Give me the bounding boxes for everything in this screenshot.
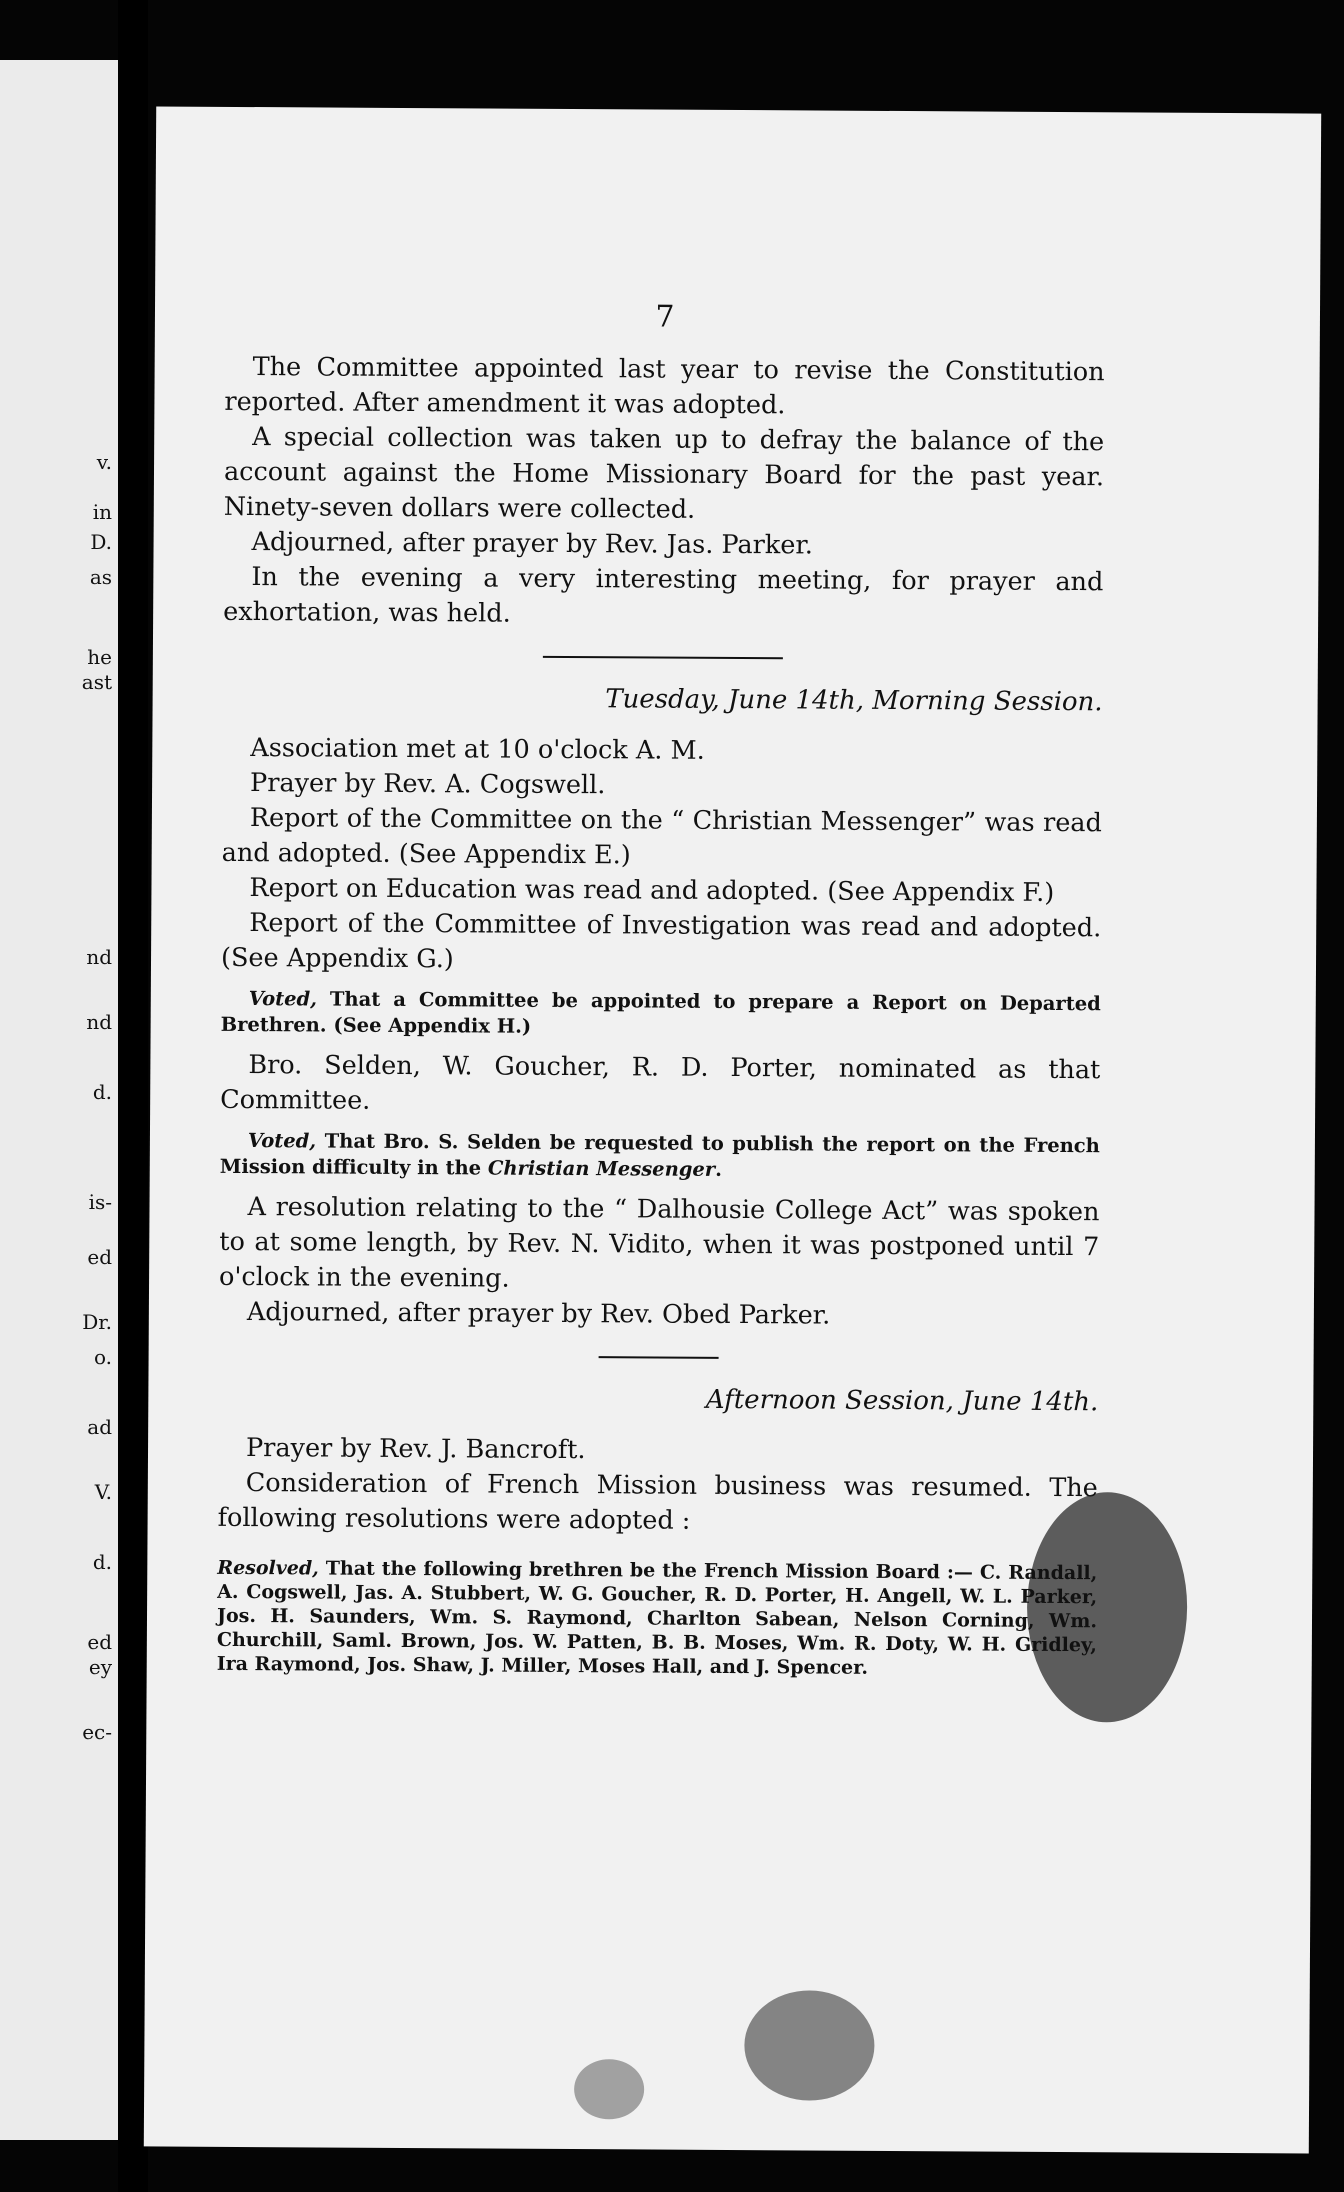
paragraph: Report on Education was read and adopted. (See Appendix F.)	[249, 873, 1055, 908]
voted-end: .	[715, 1157, 722, 1181]
paragraph: Report of the Committee on the “ Christian Messenger” was read and adopted. (See Appendix E.)	[221, 803, 1102, 871]
paragraph: Association met at 10 o'clock A. M.	[250, 733, 705, 766]
left-fragment: ec-	[82, 1720, 112, 1744]
left-fragment: ad	[87, 1415, 112, 1439]
paragraph: Adjourned, after prayer by Rev. Obed Parker.	[246, 1297, 831, 1331]
left-page-edge	[0, 60, 118, 2140]
voted-committee-resolution	[221, 986, 1101, 1043]
paragraph: In the evening a very interesting meeting, for prayer and exhortation, was held.	[223, 562, 1104, 629]
left-fragment: o.	[93, 1345, 112, 1369]
left-fragment: ast	[81, 670, 112, 694]
left-fragment: nd	[86, 945, 112, 969]
left-fragment: in	[92, 500, 112, 524]
book-gutter	[118, 0, 148, 2192]
left-fragment: v.	[96, 450, 112, 474]
page-number: 7	[655, 299, 675, 335]
paragraph: Report of the Committee of Investigation was read and adopted. (See Appendix G.)	[220, 908, 1102, 975]
voted-text: That Bro. S. Selden be requested to publish the report on the French Mission difficulty in the	[219, 1129, 1100, 1180]
left-fragment: D.	[90, 530, 112, 554]
page-content	[217, 297, 1105, 1681]
section-divider	[599, 1356, 719, 1359]
paragraph: A resolution relating to the “ Dalhousie College Act” was spoken to at some length, by Rev. N. Vidito, when it was postponed until 7 o'clock in the evening.	[219, 1192, 1100, 1294]
section-divider	[543, 656, 783, 659]
left-fragment: d.	[92, 1550, 112, 1574]
left-fragment: nd	[86, 1010, 112, 1034]
voted-publish-resolution	[220, 1128, 1100, 1185]
left-fragment: ey	[88, 1655, 112, 1679]
morning-session-heading: Tuesday, June 14th, Morning Session.	[605, 684, 1103, 718]
left-fragment: d.	[92, 1080, 112, 1104]
left-fragment: ed	[87, 1245, 112, 1269]
publication-title: Christian Messenger	[487, 1156, 716, 1181]
left-fragment: as	[89, 565, 112, 589]
document-page	[144, 106, 1321, 2153]
paragraph: Prayer by Rev. A. Cogswell.	[250, 768, 606, 801]
ink-stain	[574, 2059, 644, 2119]
paragraph: Bro. Selden, W. Goucher, R. D. Porter, nominated as that Committee.	[220, 1050, 1101, 1116]
resolved-label: Resolved,	[217, 1556, 319, 1580]
paragraph: Prayer by Rev. J. Bancroft.	[245, 1433, 586, 1466]
paragraph: Adjourned, after prayer by Rev. Jas. Parker.	[251, 527, 813, 561]
left-fragment: is-	[88, 1190, 112, 1214]
left-fragment: he	[87, 645, 112, 669]
paragraph: A special collection was taken up to defray the balance of the account against the Home Missionary Board for the past year. Ninety-seven dollars were collected.	[223, 422, 1105, 525]
left-fragment: Dr.	[82, 1310, 112, 1334]
left-fragment: ed	[87, 1630, 112, 1654]
resolved-text: That the following brethren be the French Mission Board :— C. Randall, A. Cogswell, Jas. A. Stubbert, W. G. Goucher, R. D. Porter, H. Angell, W. L. Parker, Jos. H. Saunders, Wm. S. Raymond, Charlton Sabean, Nelson Corning, Wm. Churchill, Saml. Brown, Jos. W. Patten, B. B. Moses, Wm. R. Doty, W. H. Gridley, Ira Raymond, Jos. Shaw, J. Miller, Moses Hall, and J. Spencer.	[216, 1557, 1098, 1679]
ink-stain	[744, 1990, 875, 2101]
voted-label: Voted,	[248, 987, 318, 1011]
afternoon-session-heading: Afternoon Session, June 14th.	[705, 1384, 1099, 1418]
voted-label: Voted,	[247, 1129, 317, 1153]
voted-text: That a Committee be appointed to prepare a Report on Departed Brethren. (See Appendix H.)	[220, 987, 1101, 1038]
left-fragment: V.	[94, 1480, 112, 1504]
resolved-board-members	[217, 1556, 1098, 1681]
paragraph: The Committee appointed last year to revise the Constitution reported. After amendment it was adopted.	[224, 352, 1105, 421]
paragraph: Consideration of French Mission business was resumed. The following resolutions were adopted :	[217, 1468, 1098, 1536]
